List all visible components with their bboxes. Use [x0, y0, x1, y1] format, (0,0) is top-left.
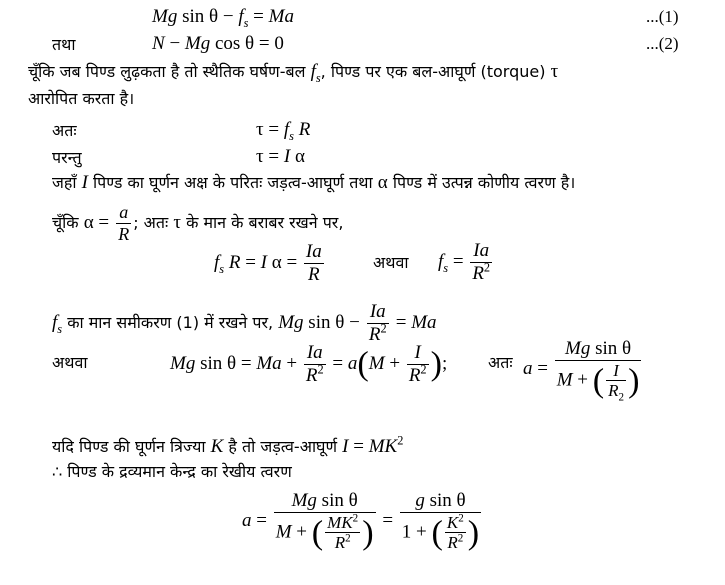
- paragraph-6: ∴ पिण्ड के द्रव्यमान केन्द्र का रेखीय त्वरण: [52, 462, 292, 481]
- tatha-label: तथा: [52, 35, 76, 54]
- friction-result: $f_s$ = $\frac{Ia}{R^2}$: [438, 240, 491, 285]
- final-equation: a = Mg sin θ M + ( $\frac{MK^2}{R^2}$ ) = g sin θ 1 + ( $\frac{K^2}{R^2}$ ): [242, 490, 480, 553]
- paragraph-4: $f_s$ का मान समीकरण (1) में रखने पर, Mg sin θ − $\frac{Ia}{R^2}$ = Ma: [52, 301, 437, 345]
- para1-text: चूँकि जब पिण्ड लुढ़कता है तो स्थैतिक घर्षण-बल: [28, 62, 306, 81]
- atah-label: अतः: [52, 121, 77, 140]
- paragraph-2: जहाँ I पिण्ड का घूर्णन अक्ष के परितः जड़त्व-आघूर्ण तथा α पिण्ड में उत्पन्न कोणीय त्वरण है।: [52, 172, 576, 193]
- equation-1-number: ...(1): [646, 7, 679, 26]
- acceleration-result: a = Mg sin θ M + ( $\frac{I}{R_2}$ ): [523, 338, 640, 404]
- equation-2-number: ...(2): [646, 34, 679, 53]
- para1-mid: , पिण्ड पर एक बल-आघूर्ण (torque): [320, 62, 546, 81]
- friction-derivation: $f_s$ R = I α = $\frac{Ia}{R}$: [214, 241, 322, 286]
- paragraph-1-line-1: चूँकि जब पिण्ड लुढ़कता है तो स्थैतिक घर्षण-बल $f_s$, पिण्ड पर एक बल-आघूर्ण (torque) τ: [28, 61, 559, 85]
- athva-label-1: अथवा: [373, 253, 409, 272]
- paragraph-5: यदि पिण्ड की घूर्णन त्रिज्या K है तो जड़त्व-आघूर्ण $I = MK^2$: [52, 433, 404, 457]
- atah-label-2: अतः: [488, 353, 513, 372]
- paragraph-3: चूँकि α = $\frac{a}{R}$ ; अतः τ के मान के बराबर रखने पर,: [52, 202, 344, 244]
- paragraph-1-line-2: आरोपित करता है।: [28, 89, 135, 108]
- torque-equation: $\tau = f_s$ R: [256, 119, 311, 143]
- parantu-label: परन्तु: [52, 148, 82, 167]
- equation-2: N − Mg cos θ = 0: [152, 33, 284, 54]
- equation-1: Mg $\sin \theta - f_s = Ma$: [152, 6, 294, 30]
- acceleration-derivation: Mg sin θ = Ma + $\frac{Ia}{R^2}$ = a(M + $\frac{I}{R^2}$ );: [170, 342, 448, 387]
- inertia-equation: τ = I α: [256, 146, 305, 167]
- athva-label-2: अथवा: [52, 353, 88, 372]
